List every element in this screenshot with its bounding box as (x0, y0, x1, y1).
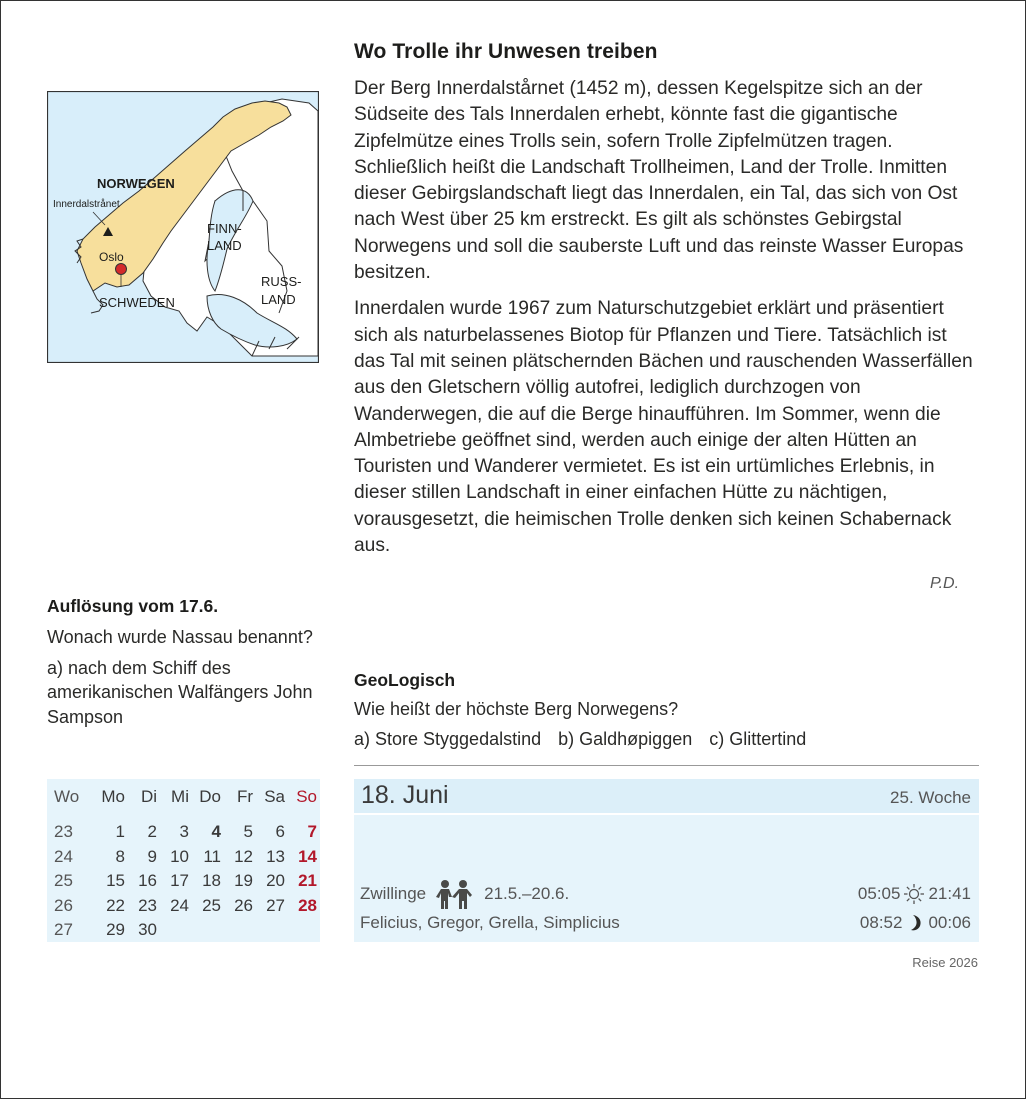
article (354, 40, 979, 559)
calendar-week-header: Wo (54, 787, 80, 806)
moonrise-time: 08:52 (859, 913, 903, 932)
calendar-day: 22 (106, 895, 125, 915)
solution-question: Wonach wurde Nassau benannt? (47, 627, 313, 647)
moon-icon (905, 913, 925, 933)
article-paragraph-1: Der Berg Innerdalstårnet (1452 m), dessen Kegelspitze sich an der Südseite des Tals Innerdalen erhebt, könnte fast die gigantische Zipfelmütze eines Trolls sein, sofern Trolle Zipfelmützen tragen. Schließlich heißt die Landschaft Trollheimen, Land der Trolle. Inmitten dieser Gebirgslandschaft liegt das Innerdalen, ein Tal, das sich von Ost nach West über 25 km erstreckt. Es gilt als schönstes Gebirgstal Norwegens und soll die sauberste Luft und das reinste Wasser Europas besitzen. (354, 78, 964, 284)
calendar-day: 10 (170, 846, 189, 866)
calendar-day-header: Do (199, 787, 221, 806)
calendar-day: 3 (179, 822, 189, 842)
calendar-week-number: 26 (54, 895, 73, 915)
solution-answer: a) nach dem Schiff des amerikanischen Walfängers John Sampson (47, 657, 313, 727)
calendar-day: 9 (147, 846, 157, 866)
calendar-day-sunday: 28 (298, 895, 317, 915)
calendar-week-row (51, 894, 317, 919)
calendar-day: 23 (138, 895, 157, 915)
article-paragraph-2: Innerdalen wurde 1967 zum Naturschutzgebiet erklärt und präsentiert sich als naturbelassenes Biotop für Pflanzen und Tiere. Tatsächlich ist das Tal mit seinen plätschernden Bächen und rauschenden Wasserfällen aus den Gletschern völlig autofrei, lediglich durchzogen von Wanderwegen, die auf die Berge hinaufführen. Im Sommer, wenn die Almbetriebe geöffnet sind, werden auch einige der alten Hütten an Touristen und Wanderer vermietet. Es ist ein urtümliches Erlebnis, in dieser stillen Landschaft in einer einfachen Hütte zu nächtigen, vorausgesetzt, die heimischen Trolle denken sich keinen Schabernack aus. (354, 298, 973, 557)
calendar-week-number: 23 (54, 822, 73, 842)
calendar-day: 4 (211, 822, 221, 842)
quiz-title: GeoLogisch (354, 670, 456, 690)
moonset-time: 00:06 (928, 913, 971, 932)
map-label-russia-1: RUSS- (261, 274, 302, 289)
week-number: 25. Woche (890, 788, 971, 807)
calendar-day (157, 918, 189, 943)
calendar-week-row (51, 918, 317, 943)
calendar-day: 11 (203, 846, 221, 866)
article-author: P.D. (930, 575, 960, 592)
calendar-day (221, 918, 253, 943)
calendar-day: 16 (138, 871, 157, 891)
calendar-day: 29 (106, 920, 125, 940)
calendar-day: 1 (115, 822, 125, 842)
calendar-day: 18 (202, 871, 221, 891)
calendar-day-sunday: 7 (307, 822, 317, 842)
calendar-day: 15 (106, 871, 125, 891)
zodiac-range: 21.5.–20.6. (484, 884, 570, 903)
calendar-week-row (51, 869, 317, 894)
quiz-answers (354, 727, 979, 751)
day-header (354, 779, 979, 815)
calendar-day (189, 918, 221, 943)
calendar-header-row (51, 785, 317, 820)
calendar-day: 26 (234, 895, 253, 915)
calendar-day-sunday: 21 (298, 871, 317, 891)
name-days: Felicius, Gregor, Grella, Simplicius (360, 913, 620, 932)
calendar-day: 5 (243, 822, 253, 842)
gemini-twins-icon (434, 879, 474, 909)
sun-times (858, 883, 971, 905)
month-calendar (47, 779, 320, 942)
calendar-day: 25 (202, 895, 221, 915)
map-label-finland-2: LAND (207, 238, 242, 253)
day-info (354, 779, 979, 942)
calendar-day-header: Di (140, 787, 157, 806)
quiz-answer-b: b) Galdhøpiggen (558, 729, 693, 749)
calendar-day-sunday: 14 (298, 846, 317, 866)
calendar-day: 17 (170, 871, 189, 891)
map-label-russia-2: LAND (261, 292, 296, 307)
calendar-day: 13 (266, 846, 285, 866)
calendar-day-sunday (285, 918, 317, 943)
footer-label: Reise 2026 (912, 955, 978, 970)
map-label-finland-1: FINN- (207, 221, 242, 236)
calendar-day-header: Mo (101, 787, 125, 806)
calendar-week-number: 24 (54, 846, 73, 866)
calendar-day: 12 (234, 846, 253, 866)
sunset-time: 21:41 (928, 884, 971, 903)
calendar-day: 20 (266, 871, 285, 891)
sunrise-time: 05:05 (857, 884, 901, 903)
calendar-day: 6 (275, 822, 285, 842)
calendar-day: 8 (115, 846, 125, 866)
solution-title: Auflösung vom 17.6. (47, 596, 219, 616)
oslo-marker-icon (116, 264, 127, 275)
map-label-mountain: Innerdalstrånet (53, 199, 120, 210)
zodiac-info (360, 879, 569, 909)
zodiac-sign: Zwillinge (360, 884, 427, 903)
current-date: 18. Juni (361, 781, 449, 809)
calendar-day: 30 (138, 920, 157, 940)
calendar-day (253, 918, 285, 943)
norway-map (47, 91, 319, 363)
calendar-day: 24 (170, 895, 189, 915)
calendar-day-header: Fr (236, 787, 253, 806)
divider (354, 765, 979, 766)
article-title: Wo Trolle ihr Unwesen treiben (354, 40, 658, 63)
calendar-week-number: 27 (54, 920, 73, 940)
quiz-question: Wie heißt der höchste Berg Norwegens? (354, 699, 679, 719)
calendar-week-row (51, 845, 317, 870)
previous-solution (47, 596, 337, 729)
calendar-day: 2 (147, 822, 157, 842)
calendar-day: 27 (266, 895, 285, 915)
moon-times (860, 913, 971, 933)
calendar-day-header: Sa (264, 787, 285, 806)
calendar-day-header-sunday: So (296, 787, 317, 806)
quiz-answer-a: a) Store Styggedalstind (354, 729, 542, 749)
sun-icon (903, 883, 925, 905)
calendar-day-header: Mi (171, 787, 189, 806)
calendar-week-number: 25 (54, 871, 73, 891)
geo-quiz (354, 670, 979, 751)
calendar-week-row (51, 820, 317, 845)
map-label-oslo: Oslo (99, 250, 124, 264)
calendar-day: 19 (234, 871, 253, 891)
map-label-norway: NORWEGEN (97, 176, 175, 191)
quiz-answer-c: c) Glittertind (709, 729, 807, 749)
map-label-sweden: SCHWEDEN (99, 295, 175, 310)
